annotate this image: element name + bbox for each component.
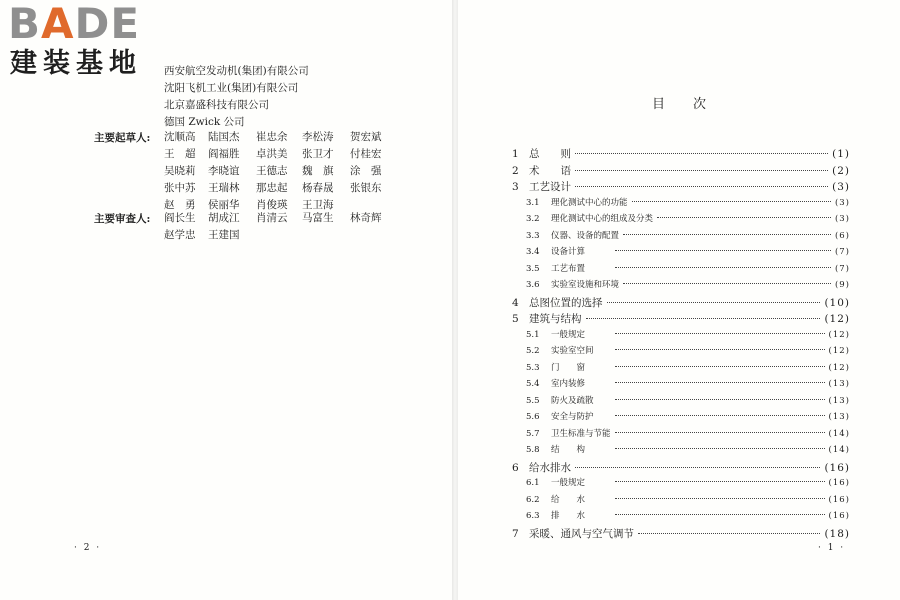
person-name: 王建国 xyxy=(208,229,240,241)
toc-entry-label: 总 则 xyxy=(529,148,571,160)
toc-entry-label: 给 水 xyxy=(551,494,586,505)
toc-entry[interactable] xyxy=(526,493,850,505)
toc-entry-number: 3.4 xyxy=(526,247,540,257)
person-name: 肖清云 xyxy=(256,212,288,224)
logo-wordmark: BADE xyxy=(8,0,141,48)
toc-entry-label: 工艺设计 xyxy=(529,181,571,193)
page-number: · 1 · xyxy=(818,543,846,553)
drafters-label: 主要起草人: xyxy=(94,132,151,144)
person-name: 赵 勇 xyxy=(164,199,196,211)
toc-entry-label: 采暖、通风与空气调节 xyxy=(529,527,634,540)
toc-entry-page: (3) xyxy=(832,181,850,193)
toc-entry-page: (14) xyxy=(828,428,850,439)
toc-entry-label: 排 水 xyxy=(551,511,586,521)
toc-entry-number: 7 xyxy=(512,527,519,540)
person-name: 李松涛 xyxy=(302,131,334,143)
toc-entry-number: 5.8 xyxy=(526,445,540,455)
person-name: 肖俊瑛 xyxy=(256,199,288,211)
toc-entry-label: 防火及疏散 xyxy=(551,395,594,406)
toc-entry[interactable] xyxy=(526,509,850,521)
toc-entry[interactable] xyxy=(512,526,850,541)
toc-entry-label: 卫生标准与节能 xyxy=(551,428,611,439)
toc-entry-page: (16) xyxy=(828,511,850,521)
toc-entry-label: 理化测试中心的功能 xyxy=(551,197,628,208)
toc-leader-dots xyxy=(623,283,831,284)
toc-leader-dots xyxy=(575,170,828,171)
toc-entry-number: 3 xyxy=(512,181,519,193)
toc-leader-dots xyxy=(657,217,831,218)
toc-entry-page: (16) xyxy=(828,478,850,488)
toc-entry[interactable] xyxy=(526,328,850,340)
toc-entry[interactable] xyxy=(526,394,850,406)
person-name: 赵学忠 xyxy=(164,229,196,241)
toc-entry[interactable] xyxy=(512,163,850,178)
org-line: 北京嘉盛科技有限公司 xyxy=(164,99,269,111)
toc-entry-label: 门 窗 xyxy=(551,362,586,373)
toc-entry-page: (2) xyxy=(832,164,850,177)
toc-leader-dots xyxy=(615,481,825,482)
person-name: 魏 旗 xyxy=(302,165,334,177)
toc-entry-label: 建筑与结构 xyxy=(529,313,582,325)
toc-leader-dots xyxy=(615,267,831,268)
toc-entry[interactable] xyxy=(526,377,850,389)
person-name: 侯丽华 xyxy=(208,199,240,211)
reviewers-label: 主要审查人: xyxy=(94,213,151,225)
page-number: · 2 · xyxy=(74,543,102,553)
toc-entry[interactable] xyxy=(526,476,850,488)
person-name: 马富生 xyxy=(302,212,334,224)
toc-entry[interactable] xyxy=(526,212,850,224)
toc-entry-number: 3.3 xyxy=(526,230,540,241)
toc-entry-page: (12) xyxy=(828,346,850,356)
toc-entry-page: (16) xyxy=(828,494,850,505)
toc-entry-page: (1) xyxy=(832,148,850,160)
toc-entry[interactable] xyxy=(526,361,850,373)
person-name: 林奇辉 xyxy=(350,212,382,224)
toc-entry-label: 仪器、设备的配置 xyxy=(551,230,620,241)
toc-entry-number: 3.6 xyxy=(526,280,540,290)
reviewers-list xyxy=(164,212,396,242)
toc-entry-page: (14) xyxy=(828,445,850,455)
toc-entry-page: (6) xyxy=(834,230,850,241)
toc-leader-dots xyxy=(615,448,825,449)
toc-entry-page: (9) xyxy=(834,280,850,290)
toc-leader-dots xyxy=(575,153,828,154)
person-name: 涂 强 xyxy=(350,165,382,177)
person-name: 王卫海 xyxy=(302,199,334,211)
toc-entry-number: 5.5 xyxy=(526,395,540,406)
toc-entry[interactable] xyxy=(526,443,850,455)
toc-entry-number: 6 xyxy=(512,461,519,474)
toc-entry-page: (12) xyxy=(824,313,850,325)
toc-entry-label: 设备计算 xyxy=(551,247,586,257)
toc-entry[interactable] xyxy=(526,344,850,356)
toc-entry-label: 工艺布置 xyxy=(551,263,586,274)
toc-leader-dots xyxy=(615,514,825,515)
drafters-list xyxy=(164,131,396,212)
person-name: 张中苏 xyxy=(164,182,196,194)
toc-entry-page: (7) xyxy=(834,247,850,257)
toc-entry-label: 室内装修 xyxy=(551,379,586,389)
toc-entry-label: 安全与防护 xyxy=(551,412,594,422)
toc-entry-label: 结 构 xyxy=(551,445,586,455)
toc-title: 目次 xyxy=(652,97,735,112)
toc-entry-number: 5 xyxy=(512,313,519,325)
org-line: 西安航空发动机(集团)有限公司 xyxy=(164,65,309,77)
toc-entry[interactable] xyxy=(512,295,850,310)
toc-entry-number: 3.2 xyxy=(526,214,540,224)
toc-entry[interactable] xyxy=(526,196,850,208)
toc-entry[interactable] xyxy=(526,278,850,290)
toc-entry-page: (18) xyxy=(824,527,850,540)
toc-leader-dots xyxy=(632,201,831,202)
org-line: 德国 Zwick 公司 xyxy=(164,116,245,128)
person-name: 阎福胜 xyxy=(208,148,240,160)
toc-entry-number: 3.1 xyxy=(526,197,540,208)
person-name: 陆国杰 xyxy=(208,131,240,143)
toc-leader-dots xyxy=(615,333,825,334)
person-name: 胡成江 xyxy=(208,212,240,224)
toc-leader-dots xyxy=(586,318,821,319)
toc-entry[interactable] xyxy=(512,179,850,194)
toc-entry-label: 实验室设施和环境 xyxy=(551,280,620,290)
toc-entry-page: (7) xyxy=(834,263,850,274)
toc-entry-number: 4 xyxy=(512,296,519,309)
toc-entry[interactable] xyxy=(526,427,850,439)
toc-entry-page: (3) xyxy=(834,214,850,224)
toc-entry-number: 2 xyxy=(512,164,519,177)
toc-entry-label: 一般规定 xyxy=(551,329,586,340)
person-name: 沈顺高 xyxy=(164,131,196,143)
person-name: 吴晓莉 xyxy=(164,165,196,177)
toc-entry-number: 5.7 xyxy=(526,428,540,439)
toc-leader-dots xyxy=(638,533,820,534)
person-name: 那忠起 xyxy=(256,182,288,194)
toc-entry-label: 给水排水 xyxy=(529,461,571,474)
toc-entry-number: 5.3 xyxy=(526,362,540,373)
toc-entry[interactable] xyxy=(512,146,850,161)
toc-entry-label: 总图位置的选择 xyxy=(529,296,603,309)
toc-entry-number: 5.1 xyxy=(526,329,540,340)
toc-leader-dots xyxy=(615,349,825,350)
person-name: 王 超 xyxy=(164,148,196,160)
toc-entry-page: (12) xyxy=(828,329,850,340)
toc-entry[interactable] xyxy=(526,245,850,257)
toc-entry[interactable] xyxy=(512,311,850,326)
toc-entry[interactable] xyxy=(526,262,850,274)
toc-leader-dots xyxy=(615,498,825,499)
logo-subtitle: 建装基地 xyxy=(10,48,142,79)
toc-entry-number: 5.4 xyxy=(526,379,540,389)
toc-leader-dots xyxy=(615,399,825,400)
person-name: 张卫才 xyxy=(302,148,334,160)
person-name: 王瑞林 xyxy=(208,182,240,194)
person-name: 贺宏斌 xyxy=(350,131,382,143)
person-name: 卓洪美 xyxy=(256,148,288,160)
toc-entry-number: 3.5 xyxy=(526,263,540,274)
toc-entry-label: 理化测试中心的组成及分类 xyxy=(551,214,654,224)
toc-leader-dots xyxy=(623,234,831,235)
person-name: 阎长生 xyxy=(164,212,196,224)
toc-entry-number: 6.1 xyxy=(526,478,540,488)
toc-leader-dots xyxy=(575,186,828,187)
bade-logo xyxy=(8,2,176,84)
person-name: 崔忠余 xyxy=(256,131,288,143)
toc-entry-page: (3) xyxy=(834,197,850,208)
toc-entry-number: 5.6 xyxy=(526,412,540,422)
person-name: 付桂宏 xyxy=(350,148,382,160)
toc-entry-label: 术 语 xyxy=(529,164,571,177)
toc-entry-number: 6.3 xyxy=(526,511,540,521)
toc-entry-page: (13) xyxy=(828,379,850,389)
toc-entry[interactable] xyxy=(512,460,850,475)
toc-leader-dots xyxy=(575,467,820,468)
toc-entry-page: (13) xyxy=(828,412,850,422)
toc-entry[interactable] xyxy=(526,410,850,422)
toc-entry-label: 实验室空间 xyxy=(551,346,594,356)
toc-entry-label: 一般规定 xyxy=(551,478,586,488)
toc-leader-dots xyxy=(607,302,821,303)
person-name: 张银东 xyxy=(350,182,382,194)
toc-leader-dots xyxy=(615,250,831,251)
toc-leader-dots xyxy=(615,382,825,383)
toc-entry-page: (12) xyxy=(828,362,850,373)
person-name: 杨春晟 xyxy=(302,182,334,194)
toc-entry[interactable] xyxy=(526,229,850,241)
toc-entry-page: (10) xyxy=(824,296,850,309)
toc-leader-dots xyxy=(615,415,825,416)
toc-entry-page: (16) xyxy=(824,461,850,474)
person-name: 李晓谊 xyxy=(208,165,240,177)
toc-entry-number: 5.2 xyxy=(526,346,540,356)
toc-entry-number: 1 xyxy=(512,148,519,160)
toc-leader-dots xyxy=(615,366,825,367)
toc-entry-number: 6.2 xyxy=(526,494,540,505)
org-line: 沈阳飞机工业(集团)有限公司 xyxy=(164,82,299,94)
toc-entry-page: (13) xyxy=(828,395,850,406)
person-name: 王德志 xyxy=(256,165,288,177)
toc-leader-dots xyxy=(615,432,825,433)
